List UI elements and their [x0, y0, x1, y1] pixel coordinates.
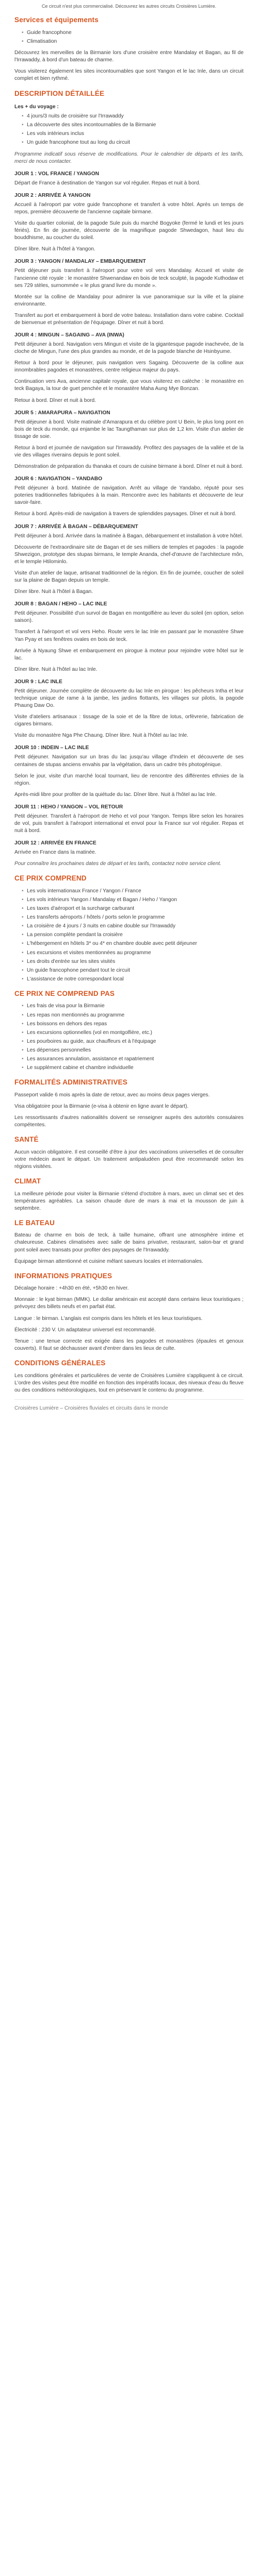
- included-item-text: Les droits d'entrée sur les sites visités: [27, 958, 116, 964]
- day-paragraph: Montée sur la colline de Mandalay pour admirer la vue panoramique sur la ville et la plaine environnante.: [14, 294, 244, 307]
- day-paragraph: Petit déjeuner à bord. Matinée de navigation. Arrêt au village de Yandabo, réputé pour ses poteries traditionnelles fabriquées à la main. Rencontre avec les habitants et découverte de leur savoir-faire.: [14, 485, 244, 506]
- included-item-text: Les transferts aéroports / hôtels / ports selon le programme: [27, 914, 165, 921]
- bullet-icon: •: [22, 1021, 24, 1027]
- included-item-text: Les taxes d'aéroport et la surcharge carburant: [27, 906, 135, 912]
- bullet-icon: •: [22, 967, 24, 973]
- health-title: SANTÉ: [14, 1136, 39, 1144]
- not-included-item-text: Les excursions optionnelles (vol en montgolfière, etc.): [27, 1029, 152, 1036]
- bullet-icon: •: [22, 976, 24, 982]
- bullet-icon: •: [22, 906, 24, 912]
- day-paragraph: Transfert au port et embarquement à bord de votre bateau. Installation dans votre cabine. Cocktail de bienvenue et présentation de l'équipage. Dîner et nuit à bord.: [14, 312, 244, 326]
- not-included-item-text: Les assurances annulation, assistance et rapatriement: [27, 1056, 154, 1062]
- highlight-item: • Un guide francophone tout au long du circuit: [22, 139, 244, 146]
- day-paragraph: Retour à bord pour le déjeuner, puis navigation vers Sagaing. Découverte de la colline aux innombrables pagodes et monastères, centre religieux majeur du pays.: [14, 360, 244, 374]
- not-included-item: [22, 1038, 244, 1045]
- bullet-icon: •: [22, 122, 24, 128]
- day-paragraph: Petit déjeuner puis transfert à l'aéroport pour votre vol vers Mandalay. Accueil et visite de l'ancienne cité royale : le monastère Shwenandaw en bois de teck sculpté, la pagode Kuthodaw et ses 729 stèles, surnommée « le plus grand livre du monde ».: [14, 268, 244, 289]
- not-included-item-text: Le supplément cabine et chambre individuelle: [27, 1065, 134, 1071]
- highlight-item: • Les vols intérieurs inclus: [22, 130, 244, 138]
- practical-body: [14, 1285, 244, 1352]
- day-title: JOUR 1 : VOL FRANCE / YANGON: [14, 171, 99, 177]
- day-paragraph: Visite d'un atelier de laque, artisanat traditionnel de la région. En fin de journée, coucher de soleil sur la plaine de Bagan depuis un temple.: [14, 570, 244, 584]
- not-included-item: [22, 1029, 244, 1037]
- day-title: JOUR 4 : MINGUN – SAGAING – AVA (INWA): [14, 332, 124, 338]
- included-item: [22, 976, 244, 983]
- health-body: [14, 1149, 244, 1171]
- bullet-icon: •: [22, 888, 24, 894]
- practical-paragraph: Monnaie : le kyat birman (MMK). Le dollar américain est accepté dans certains lieux touristiques ; prévoyez des billets neufs et en parfait état.: [14, 1297, 244, 1310]
- highlight-item: • 4 jours/3 nuits de croisière sur l'Irrawaddy: [22, 113, 244, 120]
- day-paragraph: Petit déjeuner à bord. Visite matinale d'Amarapura et du célèbre pont U Bein, le plus long pont en bois de teck du monde, qui enjambe le lac Taungthaman sur plus de 1,2 km. Visite d'un atelier de tissage de soie.: [14, 419, 244, 439]
- bullet-icon: •: [22, 950, 24, 956]
- highlights-list: [14, 113, 244, 146]
- day-paragraph: Arrivée en France dans la matinée.: [14, 850, 96, 856]
- included-item: [22, 914, 244, 921]
- day-paragraph: Découverte de l'extraordinaire site de Bagan et de ses milliers de temples et pagodes : la pagode Shwezigon, prototype des stupas birmans, le temple Ananda, chef-d'œuvre de l'architecture môn, et le temple Htilominlo.: [14, 544, 244, 565]
- bullet-icon: •: [22, 1065, 24, 1071]
- ship-title: LE BATEAU: [14, 1218, 55, 1227]
- end-note: Pour connaître les prochaines dates de départ et les tarifs, contactez notre service client.: [14, 861, 221, 867]
- day-title: JOUR 9 : LAC INLE: [14, 679, 62, 685]
- not-included-item-text: Les pourboires au guide, aux chauffeurs et à l'équipage: [27, 1038, 156, 1044]
- highlights-title: Les + du voyage :: [14, 104, 59, 110]
- not-included-item: [22, 1047, 244, 1054]
- day-title: JOUR 3 : YANGON / MANDALAY – EMBARQUEMENT: [14, 259, 146, 265]
- day-paragraph: Dîner libre. Nuit à l'hôtel au lac Inle.: [14, 666, 98, 672]
- day-title: JOUR 12 : ARRIVÉE EN FRANCE: [14, 840, 96, 846]
- bullet-icon: •: [22, 1038, 24, 1044]
- included-item: [22, 888, 244, 895]
- not-included-item: [22, 1012, 244, 1019]
- bullet-icon: •: [22, 1029, 24, 1036]
- divider: [14, 1399, 244, 1400]
- bullet-icon: •: [22, 1047, 24, 1053]
- included-item: [22, 905, 244, 912]
- health-paragraph: Aucun vaccin obligatoire. Il est conseillé d'être à jour des vaccinations universelles et de consulter votre médecin avant le départ. Un traitement antipaludéen peut être recommandé selon les régions visitées.: [14, 1149, 244, 1170]
- services-item: • Guide francophone: [22, 29, 244, 37]
- bullet-icon: •: [22, 113, 24, 120]
- day-paragraph: Petit déjeuner. Navigation sur un bras du lac jusqu'au village d'Indein et découverte de ses centaines de stupas anciens envahis par la végétation, dans un cadre très photogénique.: [14, 754, 244, 768]
- footer-text: Croisières Lumière – Croisières fluviales et circuits dans le monde: [14, 1405, 168, 1411]
- conditions-title: CONDITIONS GÉNÉRALES: [14, 1359, 106, 1367]
- day-paragraph: Petit déjeuner. Journée complète de découverte du lac Inle en pirogue : les pêcheurs Intha et leur technique unique de rame à la jambe, les jardins flottants, les villages sur pilotis, la pagode Phaung Daw Oo.: [14, 688, 244, 709]
- not-included-item-text: Les repas non mentionnés au programme: [27, 1012, 125, 1018]
- included-item: [22, 940, 244, 947]
- ship-paragraph: Bateau de charme en bois de teck, à taille humaine, offrant une atmosphère intime et chaleureuse. Cabines climatisées avec salle de bains privative, restaurant, salon-bar et grand pont soleil avec transats pour profiter des paysages de l'Irrawaddy.: [14, 1232, 244, 1253]
- bullet-icon: •: [22, 140, 24, 146]
- day-title: JOUR 5 : AMARAPURA – NAVIGATION: [14, 410, 110, 416]
- not-included-item: [22, 1056, 244, 1063]
- included-item-text: Les excursions et visites mentionnées au programme: [27, 950, 151, 956]
- day-paragraph: Petit déjeuner. Possibilité d'un survol de Bagan en montgolfière au lever du soleil (en option, selon saison).: [14, 611, 244, 624]
- intro-paragraph: Vous visiterez également les sites incontournables que sont Yangon et le lac Inle, dans un circuit complet et bien rythmé.: [14, 69, 244, 82]
- bullet-icon: •: [22, 897, 24, 903]
- day-paragraph: Visite du quartier colonial, de la pagode Sule puis du marché Bogyoke (fermé le lundi et les jours fériés). En fin de journée, découverte de la magnifique pagode Shwedagon, haut lieu du bouddhisme, au coucher du soleil.: [14, 221, 244, 241]
- discontinued-banner: Ce circuit n'est plus commercialisé. Découvrez les autres circuits Croisières Lumière.: [41, 4, 217, 9]
- intro-paragraph: Découvrez les merveilles de la Birmanie lors d'une croisière entre Mandalay et Bagan, au fil de l'Irrawaddy, à bord d'un bateau de charme.: [14, 50, 244, 63]
- services-list: [14, 29, 244, 45]
- day-paragraph: Visite d'ateliers artisanaux : tissage de la soie et de la fibre de lotus, orfèvrerie, fabrication de cigares birmans.: [14, 714, 244, 727]
- practical-paragraph: Électricité : 230 V. Un adaptateur universel est recommandé.: [14, 1327, 156, 1333]
- included-item-text: Les vols internationaux France / Yangon / France: [27, 888, 141, 894]
- formalities-paragraph: Les ressortissants d'autres nationalités doivent se renseigner auprès des autorités consulaires compétentes.: [14, 1114, 244, 1128]
- included-item: [22, 950, 244, 957]
- day-title: JOUR 6 : NAVIGATION – YANDABO: [14, 476, 103, 482]
- day-title: JOUR 10 : INDEIN – LAC INLE: [14, 745, 89, 751]
- included-list: [14, 888, 244, 983]
- day-paragraph: Arrivée à Nyaung Shwe et embarquement en pirogue à moteur pour rejoindre votre hôtel sur le lac.: [14, 648, 244, 661]
- formalities-title: FORMALITÉS ADMINISTRATIVES: [14, 1078, 127, 1087]
- formalities-paragraph: Passeport valide 6 mois après la date de retour, avec au moins deux pages vierges.: [14, 1092, 210, 1098]
- not-included-item-text: Les frais de visa pour la Birmanie: [27, 1003, 105, 1009]
- conditions-paragraph: Les conditions générales et particulières de vente de Croisières Lumière s'appliquent à ce circuit. L'ordre des visites peut être modifié en fonction des impératifs locaux, des niveaux d'eau du fleuve ou des conditions météorologiques, tout en préservant le contenu du programme.: [14, 1372, 244, 1393]
- day-paragraph: Accueil à l'aéroport par votre guide francophone et transfert à votre hôtel. Après un temps de repos, première découverte de l'ancienne capitale birmane.: [14, 201, 244, 215]
- formalities-body: [14, 1092, 244, 1129]
- not-included-item: [22, 1064, 244, 1072]
- formalities-paragraph: Visa obligatoire pour la Birmanie (e-visa à obtenir en ligne avant le départ).: [14, 1103, 189, 1109]
- description-title: DESCRIPTION DÉTAILLÉE: [14, 89, 105, 97]
- included-item-text: L'assistance de notre correspondant local: [27, 976, 124, 982]
- day-paragraph: Démonstration de préparation du thanaka et cours de cuisine birmane à bord. Dîner et nuit à bord.: [14, 464, 243, 470]
- bullet-icon: •: [22, 932, 24, 938]
- practical-paragraph: Tenue : une tenue correcte est exigée dans les pagodes et monastères (épaules et genoux couverts). Il faut se déchausser avant d'entrer dans les lieux de culte.: [14, 1338, 244, 1351]
- bullet-icon: •: [22, 914, 24, 921]
- day-paragraph: Petit déjeuner à bord. Navigation vers Mingun et visite de la gigantesque pagode inachevée, de la cloche de Mingun, l'une des plus grandes au monde, et de la pagode blanche de Hsinbyume.: [14, 342, 244, 355]
- not-included-title: CE PRIX NE COMPREND PAS: [14, 989, 115, 997]
- program-note: Programme indicatif sous réserve de modifications. Pour le calendrier de départs et les tarifs, merci de nous contacter.: [14, 151, 244, 164]
- ship-paragraph: Équipage birman attentionné et cuisine mêlant saveurs locales et internationales.: [14, 1258, 203, 1264]
- day-paragraph: Retour à bord. Dîner et nuit à bord.: [14, 397, 96, 403]
- bullet-icon: •: [22, 1012, 24, 1018]
- day-paragraph: Transfert à l'aéroport et vol vers Heho. Route vers le lac Inle en passant par le monastère Shwe Yan Pyay et ses fenêtres ovales en bois de teck.: [14, 629, 244, 642]
- day-paragraph: Selon le jour, visite d'un marché local tournant, lieu de rencontre des différentes ethnies de la région.: [14, 773, 244, 786]
- itinerary: [14, 171, 244, 857]
- day-paragraph: Continuation vers Ava, ancienne capitale royale, que vous visiterez en calèche : le monastère en teck Bagaya, la tour de guet penchée et le monastère Maha Aung Mye Bonzan.: [14, 379, 244, 392]
- conditions-body: [14, 1372, 244, 1394]
- practical-paragraph: Décalage horaire : +4h30 en été, +5h30 en hiver.: [14, 1285, 129, 1292]
- day-paragraph: Petit déjeuner à bord. Arrivée dans la matinée à Bagan, débarquement et installation à votre hôtel.: [14, 533, 243, 539]
- bullet-icon: •: [22, 923, 24, 929]
- services-item: • Climatisation: [22, 38, 244, 45]
- day-title: JOUR 11 : HEHO / YANGON – VOL RETOUR: [14, 804, 123, 810]
- climate-title: CLIMAT: [14, 1177, 41, 1185]
- practical-title: INFORMATIONS PRATIQUES: [14, 1272, 112, 1280]
- included-item-text: Un guide francophone pendant tout le circuit: [27, 967, 130, 973]
- day-title: JOUR 2 : ARRIVÉE À YANGON: [14, 192, 91, 198]
- climate-body: [14, 1191, 244, 1212]
- included-item-text: Les vols intérieurs Yangon / Mandalay et Bagan / Heho / Yangon: [27, 897, 177, 903]
- included-item-text: L'hébergement en hôtels 3* ou 4* en chambre double avec petit déjeuner: [27, 941, 197, 947]
- day-paragraph: Départ de France à destination de Yangon sur vol régulier. Repas et nuit à bord.: [14, 180, 201, 186]
- bullet-icon: •: [22, 1056, 24, 1062]
- included-title: CE PRIX COMPREND: [14, 874, 87, 883]
- not-included-item: [22, 1021, 244, 1028]
- not-included-item-text: Les dépenses personnelles: [27, 1047, 91, 1053]
- included-item-text: La pension complète pendant la croisière: [27, 932, 123, 938]
- not-included-item-text: Les boissons en dehors des repas: [27, 1021, 107, 1027]
- day-paragraph: Petit déjeuner. Transfert à l'aéroport de Heho et vol pour Yangon. Temps libre selon les horaires de vol, puis transfert à l'aéroport international et envol pour la France sur vol régulier. Repas et nuit à bord.: [14, 813, 244, 834]
- practical-paragraph: Langue : le birman. L'anglais est compris dans les hôtels et les lieux touristiques.: [14, 1315, 203, 1321]
- included-item: [22, 931, 244, 939]
- not-included-item: [22, 1003, 244, 1010]
- included-item: [22, 923, 244, 930]
- day-paragraph: Retour à bord. Après-midi de navigation à travers de splendides paysages. Dîner et nuit à bord.: [14, 511, 236, 517]
- bullet-icon: •: [22, 131, 24, 137]
- day-paragraph: Après-midi libre pour profiter de la quiétude du lac. Dîner libre. Nuit à l'hôtel au lac Inle.: [14, 791, 217, 798]
- day-paragraph: Dîner libre. Nuit à l'hôtel à Bagan.: [14, 589, 93, 595]
- bullet-icon: •: [22, 1003, 24, 1009]
- day-paragraph: Dîner libre. Nuit à l'hôtel à Yangon.: [14, 246, 95, 252]
- climate-paragraph: La meilleure période pour visiter la Birmanie s'étend d'octobre à mars, avec un climat sec et des températures agréables. La saison chaude dure de mars à mai et la mousson de juin à septembre.: [14, 1191, 244, 1211]
- bullet-icon: •: [22, 30, 24, 36]
- day-title: JOUR 8 : BAGAN / HEHO – LAC INLE: [14, 601, 107, 607]
- day-paragraph: Retour à bord et journée de navigation sur l'Irrawaddy. Profitez des paysages de la vallée et de la vie des villages riverains depuis le pont soleil.: [14, 445, 244, 459]
- not-included-list: [14, 1003, 244, 1072]
- ship-body: [14, 1232, 244, 1265]
- highlight-item: • La découverte des sites incontournables de la Birmanie: [22, 122, 244, 129]
- bullet-icon: •: [22, 941, 24, 947]
- included-item: [22, 896, 244, 904]
- included-item-text: La croisière de 4 jours / 3 nuits en cabine double sur l'Irrawaddy: [27, 923, 175, 929]
- included-item: [22, 958, 244, 965]
- services-title: Services et équipements: [14, 16, 99, 24]
- day-title: JOUR 7 : ARRIVÉE À BAGAN – DÉBARQUEMENT: [14, 523, 138, 530]
- bullet-icon: •: [22, 39, 24, 45]
- day-paragraph: Visite du monastère Nga Phe Chaung. Dîner libre. Nuit à l'hôtel au lac Inle.: [14, 733, 189, 739]
- bullet-icon: •: [22, 958, 24, 964]
- included-item: [22, 967, 244, 974]
